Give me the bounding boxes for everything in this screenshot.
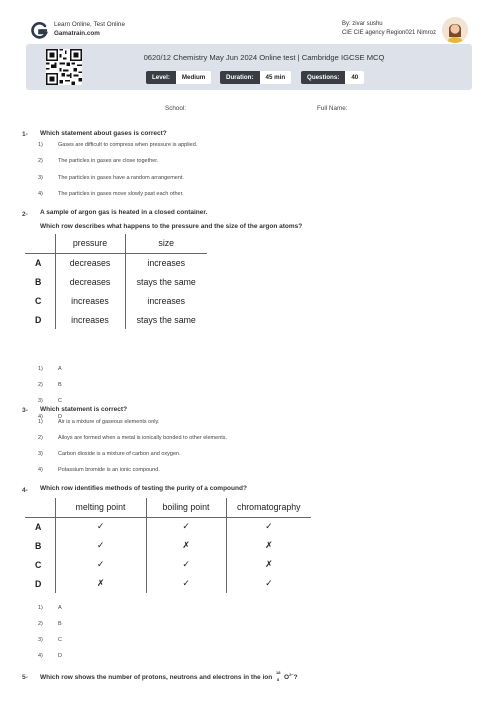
question-text: Which row identifies methods of testing the purity of a compound? (40, 485, 247, 492)
option-2[interactable]: 2) B (38, 621, 62, 627)
option-1[interactable]: 1) Gases are difficult to compress when pressure is applied. (38, 142, 198, 148)
option-4[interactable]: 4) D (38, 414, 62, 420)
table-header: boiling point (146, 498, 226, 517)
question-number: 4- (22, 487, 28, 494)
question-text: Which statement is correct? (40, 406, 128, 413)
question-text: A sample of argon gas is heated in a closed container. (40, 209, 208, 216)
table-header-row (25, 234, 207, 253)
question-text: Which row shows the number of protons, neutrons and electrons in the ion 18 8 $O^{2-}$? (40, 670, 298, 682)
table-row: C increases increases (25, 291, 207, 310)
questions-badge (301, 71, 364, 84)
table-header: chromatography (226, 498, 311, 517)
author-name: By: zivar sushu (341, 21, 383, 27)
option-3[interactable]: 3) C (38, 398, 62, 404)
questions-value: 40 (345, 71, 364, 84)
author-agency: CIE CIE agency Region021 Nimroz (341, 30, 436, 36)
option-3[interactable]: 3) The particles in gases have a random arrangement. (38, 175, 184, 181)
option-3[interactable]: 3) C (38, 637, 62, 643)
table-row: A decreases increases (25, 253, 207, 272)
brand-tagline: Learn Online, Test Online (54, 21, 125, 28)
avatar (442, 17, 468, 43)
table-row: B ✓ ✗ ✗ (25, 536, 311, 555)
brand-site-link[interactable]: Gamatrain.com (54, 30, 100, 37)
avatar-person-icon (442, 17, 468, 43)
duration-badge (220, 71, 291, 84)
full-name-field-label: Full Name: (317, 105, 348, 112)
table-row: C ✓ ✓ ✗ (25, 555, 311, 574)
answer-table (25, 234, 207, 329)
question-number: 1- (22, 131, 28, 138)
option-4[interactable]: 4) The particles in gases move slowly past each other. (38, 191, 184, 197)
ion-notation: 18 8 (276, 670, 281, 682)
answer-table (25, 498, 311, 593)
gamatrain-logo-icon (30, 22, 48, 40)
option-3[interactable]: 3) Carbon dioxide is a mixture of carbon and oxygen. (38, 451, 181, 457)
brand-text (54, 20, 125, 38)
duration-label: Duration: (220, 71, 260, 84)
question-number: 5- (22, 674, 28, 681)
level-badge (146, 71, 211, 84)
option-2[interactable]: 2) Alloys are formed when a metal is ionically bonded to other elements. (38, 435, 228, 441)
table-row: D ✗ ✓ ✓ (25, 574, 311, 593)
option-1[interactable]: 1) Air is a mixture of gaseous elements only. (38, 419, 160, 425)
option-4[interactable]: 4) D (38, 653, 62, 659)
author-info (342, 20, 436, 38)
option-1[interactable]: 1) A (38, 605, 62, 611)
question-number: 3- (22, 407, 28, 414)
school-field-label: School: (165, 105, 187, 112)
page-header (26, 16, 472, 46)
option-4[interactable]: 4) Potassium bromide is an ionic compound. (38, 467, 160, 473)
table-row: B decreases stays the same (25, 272, 207, 291)
question-number: 2- (22, 211, 28, 218)
test-title: 0620/12 Chemistry May Jun 2024 Online test | Cambridge IGCSE MCQ (143, 53, 385, 62)
test-info-banner (26, 44, 472, 90)
duration-value: 45 min (260, 71, 292, 84)
question-text-line-2: Which row describes what happens to the pressure and the size of the argon atoms? (40, 223, 303, 230)
table-header: size (125, 234, 207, 253)
table-row: A ✓ ✓ ✓ (25, 517, 311, 536)
option-1[interactable]: 1) A (38, 366, 62, 372)
level-label: Level: (146, 71, 176, 84)
table-header: melting point (55, 498, 146, 517)
option-2[interactable]: 2) B (38, 382, 62, 388)
table-header: pressure (55, 234, 125, 253)
table-header-row (25, 498, 311, 517)
questions-label: Questions: (301, 71, 345, 84)
question-text: Which statement about gases is correct? (40, 130, 167, 137)
level-value: Medium (176, 71, 211, 84)
option-2[interactable]: 2) The particles in gases are close together. (38, 158, 159, 164)
table-row: D increases stays the same (25, 310, 207, 329)
